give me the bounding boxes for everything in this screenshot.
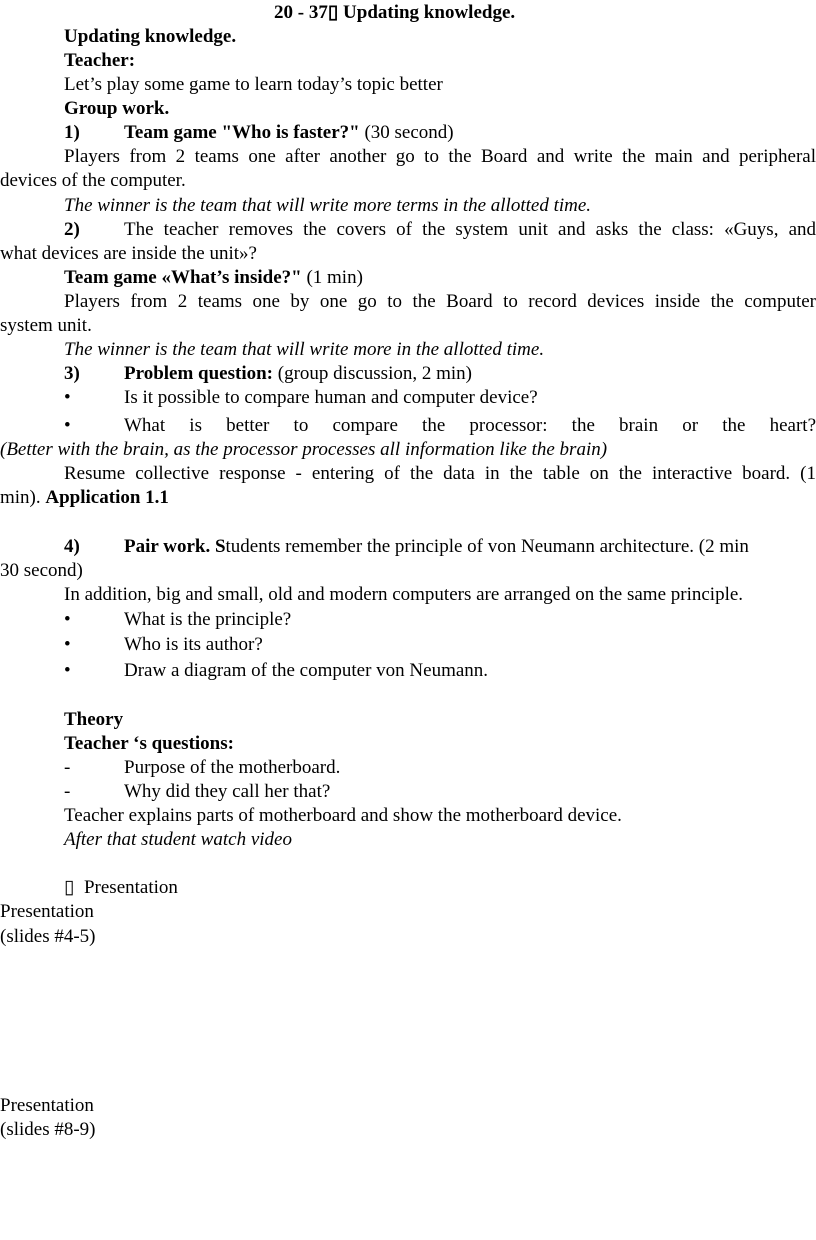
item3-resume: Resume collective response - entering of the data in the table on the interactive board. (1 (64, 463, 816, 484)
item2-title: Team game «What’s inside?" (1 min) (64, 267, 363, 288)
item1-winner: The winner is the team that will write more terms in the allotted time. (64, 195, 592, 216)
theory-video: After that student watch video (64, 829, 292, 850)
item2-text: Players from 2 teams one by one go to the Board to record devices inside the computer (64, 291, 816, 312)
item3-heading: 3) Problem question: (group discussion, 2 min) (64, 363, 472, 384)
side-note: (slides #4-5) (0, 926, 96, 947)
section-heading: Updating knowledge. (64, 26, 237, 47)
bullet-icon: • (64, 387, 71, 408)
list-item: • Who is its author? (64, 634, 263, 655)
item2-text-cont: what devices are inside the unit»? (0, 243, 257, 264)
list-item: • Draw a diagram of the computer von Neumann. (64, 660, 489, 681)
side-note: Presentation (0, 1095, 94, 1116)
item4-text: In addition, big and small, old and modern computers are arranged on the same principle. (64, 584, 744, 605)
item3-resume-cont: min). Application 1.1 (0, 487, 169, 508)
item4-text-cont: 30 second) (0, 560, 83, 581)
bullet-icon: • (64, 609, 71, 630)
missing-glyph-icon: ▯ (64, 877, 75, 898)
item3-answer: (Better with the brain, as the processor processes all information like the brain) (0, 439, 608, 460)
item4-heading: 4) Pair work. Students remember the principle of von Neumann architecture. (2 min (64, 536, 749, 557)
item2-text-cont2: system unit. (0, 315, 92, 336)
group-work-label: Group work. (64, 98, 170, 119)
item1-text: Players from 2 teams one after another go to the Board and write the main and peripheral (64, 146, 816, 167)
bullet-icon: • (64, 634, 71, 655)
item2-heading: 2) The teacher removes the covers of the system unit and asks the class: «Guys, and (64, 219, 816, 240)
side-note: Presentation (0, 901, 94, 922)
list-item: • Is it possible to compare human and computer device? (64, 387, 538, 408)
dash-icon: - (64, 757, 71, 778)
teacher-text: Let’s play some game to learn today’s topic better (64, 74, 443, 95)
list-item: - Purpose of the motherboard. (64, 757, 341, 778)
dash-icon: - (64, 781, 71, 802)
questions-label: Teacher ‘s questions: (64, 733, 234, 754)
presentation-line: ▯ Presentation (64, 877, 178, 898)
bullet-icon: • (64, 415, 71, 436)
theory-title: Theory (64, 709, 124, 730)
theory-explain: Teacher explains parts of motherboard and show the motherboard device. (64, 805, 622, 826)
side-note: (slides #8-9) (0, 1119, 96, 1140)
teacher-label: Teacher: (64, 50, 136, 71)
item2-winner: The winner is the team that will write more in the allotted time. (64, 339, 545, 360)
item1-text-cont: devices of the computer. (0, 170, 186, 191)
list-item: - Why did they call her that? (64, 781, 331, 802)
item1-heading: 1) Team game "Who is faster?" (30 second) (64, 122, 454, 143)
list-item: • What is the principle? (64, 609, 292, 630)
bullet-icon: • (64, 660, 71, 681)
list-item: • What is better to compare the processor: the brain or the heart? (64, 415, 816, 436)
page-title: 20 - 37▯ Updating knowledge. (274, 2, 516, 23)
